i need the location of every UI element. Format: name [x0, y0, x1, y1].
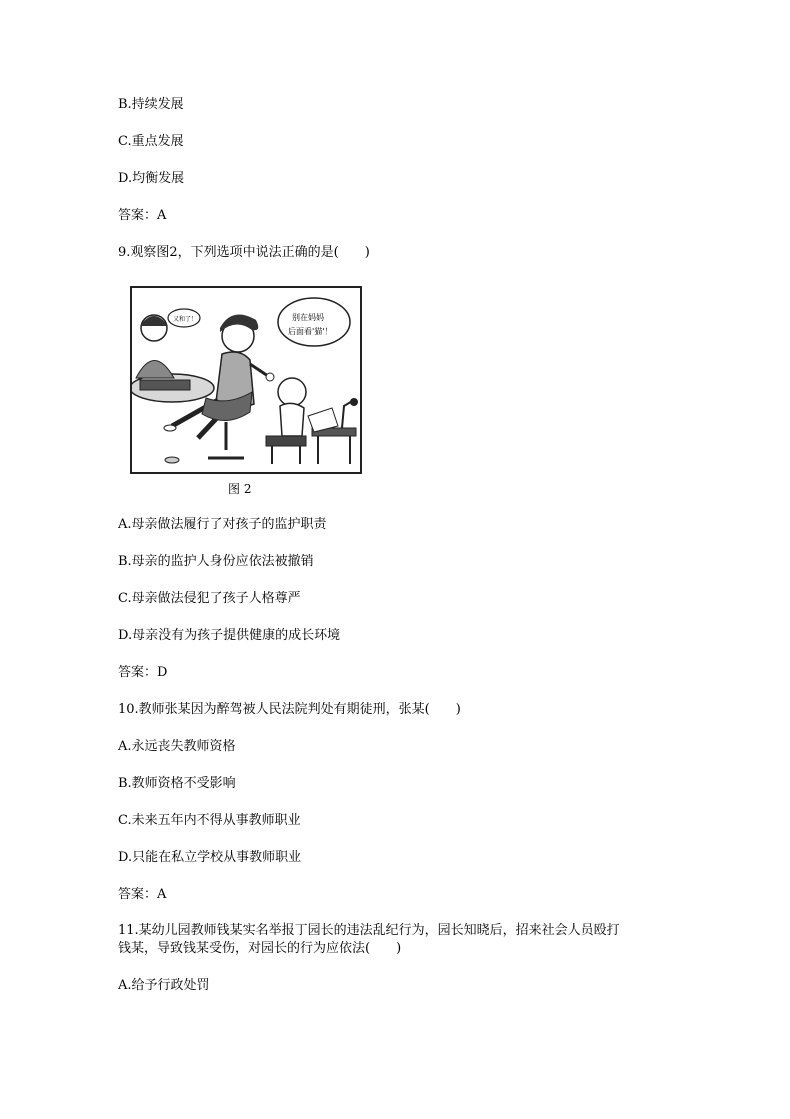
option-b-q8: B.持续发展 [118, 97, 184, 112]
question-9: 9.观察图2，下列选项中说法正确的是( ) [118, 245, 370, 260]
answer-q8: 答案：A [118, 208, 167, 223]
option-d-q10: D.只能在私立学校从事教师职业 [118, 850, 302, 865]
option-b-q10: B.教师资格不受影响 [118, 776, 236, 791]
option-c-q9: C.母亲做法侵犯了孩子人格尊严 [118, 591, 301, 606]
cartoon-figure [130, 286, 362, 474]
figure-caption: 图 2 [228, 482, 252, 496]
option-d-q9: D.母亲没有为孩子提供健康的成长环境 [118, 628, 341, 643]
question-11-line2: 钱某，导致钱某受伤，对园长的行为应依法( ) [118, 941, 402, 956]
option-a-q10: A.永远丧失教师资格 [118, 739, 236, 754]
question-10: 10.教师张某因为醉驾被人民法院判处有期徒刑，张某( ) [118, 702, 461, 717]
option-a-q9: A.母亲做法履行了对孩子的监护职责 [118, 517, 327, 532]
option-c-q8: C.重点发展 [118, 134, 184, 149]
bubble-right-line1: 别在妈妈 [292, 313, 324, 322]
option-d-q8: D.均衡发展 [118, 171, 185, 186]
answer-q9: 答案：D [118, 665, 168, 680]
question-11-line1: 11.某幼儿园教师钱某实名举报丁园长的违法乱纪行为，园长知晓后，招来社会人员殴打 [118, 923, 620, 938]
bubble-left-text: 又和了！ [173, 316, 198, 323]
option-a-q11: A.给予行政处罚 [118, 978, 210, 993]
answer-q10: 答案：A [118, 887, 167, 902]
cartoon-illustration [132, 288, 360, 472]
bubble-right-line2: 后面看'猫'！ [288, 327, 333, 336]
option-b-q9: B.母亲的监护人身份应依法被撤销 [118, 554, 314, 569]
option-c-q10: C.未来五年内不得从事教师职业 [118, 813, 301, 828]
